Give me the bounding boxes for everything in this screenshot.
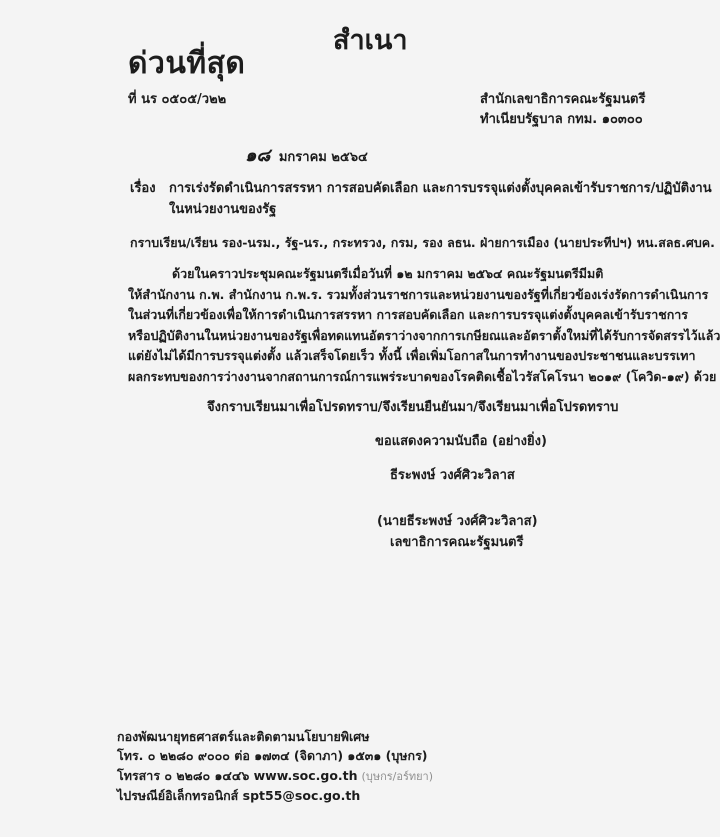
closing-inform: จึงกราบเรียนมาเพื่อโปรดทราบ/จึงเรียนยืนยันมา/จึงเรียนมาเพื่อโปรดทราบ [207, 400, 619, 415]
body-paragraph [128, 264, 720, 387]
date-day: ๑๘ [245, 145, 271, 166]
body-line: ผลกระทบของการว่างงานจากสถานการณ์การแพร่ระบาดของโรคติดเชื้อไวรัสโคโรนา ๒๐๑๙ (โควิด-๑๙) ด้วย [128, 368, 717, 384]
issuer-name: สำนักเลขาธิการคณะรัฐมนตรี [480, 92, 646, 107]
date-month-year: มกราคม ๒๕๖๔ [278, 150, 368, 165]
footer-department: กองพัฒนายุทธศาสตร์และติดตามนโยบายพิเศษ [117, 729, 370, 744]
signer-full-name: (นายธีระพงษ์ วงศ์ศิวะวิลาส) [377, 514, 538, 529]
recipients-line: กราบเรียน/เรียน รอง-นรม., รัฐ-นร., กระทรวง, กรม, รอง ลธน. ฝ่ายการเมือง (นายประทีปฯ) หน.สลธ.ศบค. [130, 235, 715, 250]
copy-stamp: สำเนา [333, 25, 408, 56]
subject-line-1: การเร่งรัดดำเนินการสรรหา การสอบคัดเลือก และการบรรจุแต่งตั้งบุคคลเข้ารับราชการ/ปฏิบัติงาน [169, 181, 712, 196]
document-date [245, 140, 368, 169]
body-line: แต่ยังไม่ได้มีการบรรจุแต่งตั้ง แล้วเสร็จโดยเร็ว ทั้งนี้ เพื่อเพิ่มโอกาสในการทำงานของประชาชนและบรรเทา [128, 348, 696, 363]
body-line: ในส่วนที่เกี่ยวข้องเพื่อให้การดำเนินการสรรหา การสอบคัดเลือก และการบรรจุแต่งตั้งบุคคลเข้ารับราชการ [128, 307, 689, 322]
subject-line-2: ในหน่วยงานของรัฐ [169, 202, 277, 217]
signer-title: เลขาธิการคณะรัฐมนตรี [390, 535, 524, 550]
footer-fax-text: โทรสาร ๐ ๒๒๘๐ ๑๔๔๖ www.soc.go.th [117, 768, 358, 783]
footer-email: ไปรษณีย์อิเล็กทรอนิกส์ spt55@soc.go.th [117, 788, 361, 803]
issuer-address: ทำเนียบรัฐบาล กทม. ๑๐๓๐๐ [480, 112, 643, 127]
signature: ธีระพงษ์ วงศ์ศิวะวิลาส [390, 468, 515, 483]
body-line: ให้สำนักงาน ก.พ. สำนักงาน ก.พ.ร. รวมทั้งส่วนราชการและหน่วยงานของรัฐที่เกี่ยวข้องเร่งรัดการดำเนินการ [128, 286, 709, 302]
subject-label: เรื่อง [130, 181, 156, 196]
body-line: หรือปฏิบัติงานในหน่วยงานของรัฐเพื่อทดแทนอัตราว่างจากการเกษียณและอัตราตั้งใหม่ที่ได้รับการจัดสรรไว้แล้ว [128, 327, 720, 343]
footer-telephone: โทร. ๐ ๒๒๘๐ ๙๐๐๐ ต่อ ๑๗๓๔ (จิดาภา) ๑๕๓๑ (บุษกร) [117, 748, 428, 763]
urgency-heading: ด่วนที่สุด [128, 46, 246, 81]
footer-fax-note: (บุษกร/อร์ทยา) [361, 770, 434, 783]
footer-fax [117, 766, 433, 786]
closing-regards: ขอแสดงความนับถือ (อย่างยิ่ง) [375, 434, 547, 449]
document-number: ที่ นร ๐๕๐๕/ว๒๒ [128, 92, 227, 107]
body-line: ด้วยในคราวประชุมคณะรัฐมนตรีเมื่อวันที่ ๑๒ มกราคม ๒๕๖๔ คณะรัฐมนตรีมีมติ [172, 266, 604, 281]
